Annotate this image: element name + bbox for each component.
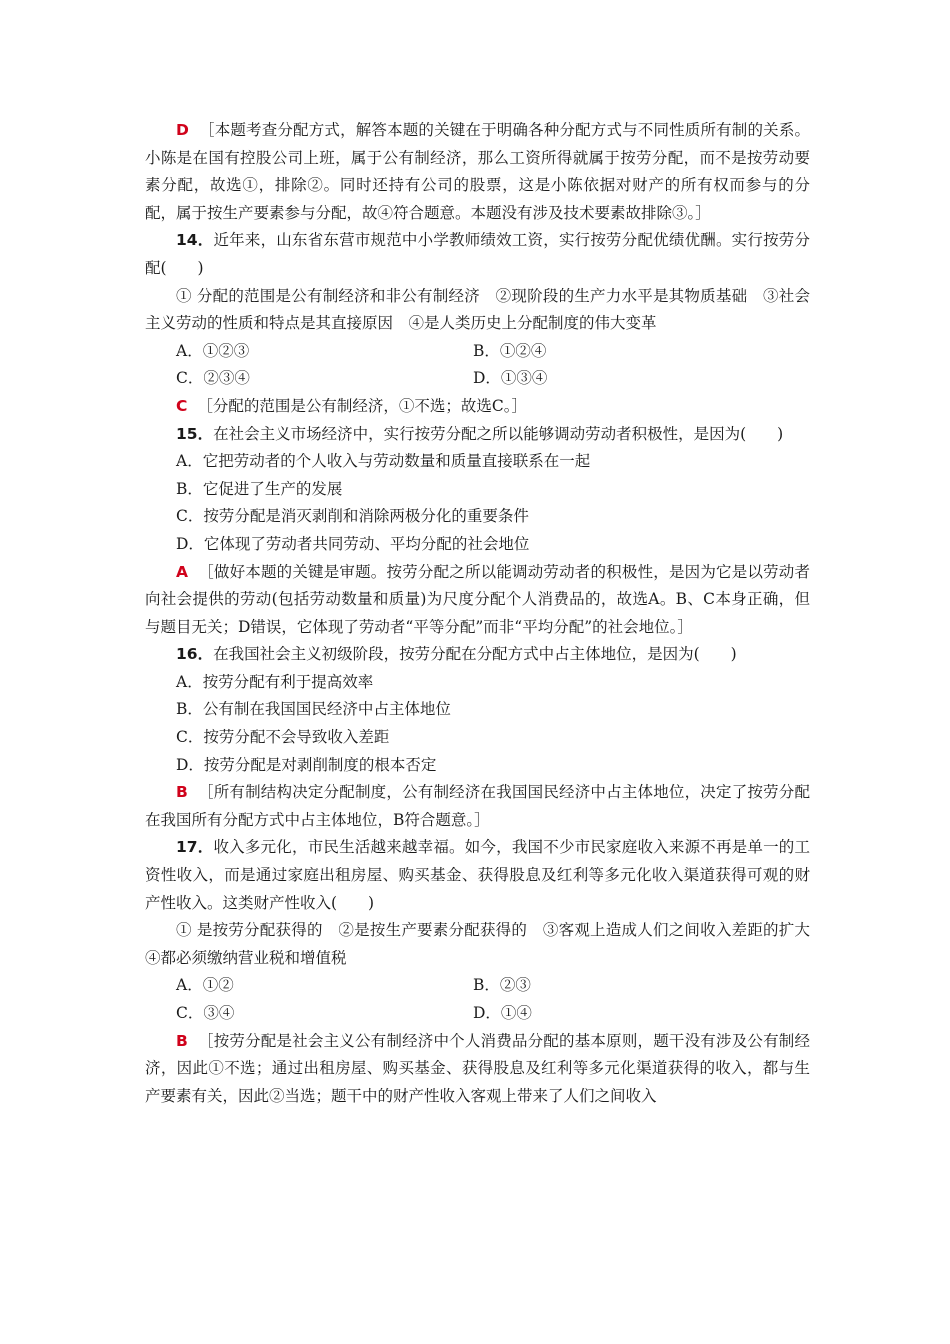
question-number: 15． (176, 424, 214, 443)
option-row (145, 338, 810, 366)
question-text: 近年来，山东省东营市规范中小学教师绩效工资，实行按劳分配优绩优酬。实行按劳分配( ) (145, 231, 810, 277)
answer-letter: D (176, 121, 189, 139)
answer-block (145, 1028, 810, 1111)
option-d: D．它体现了劳动者共同劳动、平均分配的社会地位 (176, 534, 530, 553)
question-14 (145, 227, 810, 282)
option-b: B．公有制在我国国民经济中占主体地位 (176, 700, 451, 719)
question-16 (145, 641, 810, 669)
option-c: C．按劳分配是消灭剥削和消除两极分化的重要条件 (176, 507, 529, 526)
option-row (145, 972, 810, 1000)
answer-explanation: ［做好本题的关键是审题。按劳分配之所以能调动劳动者的积极性，是因为它是以劳动者向社会提供的劳动(包括劳动数量和质量)为尺度分配个人消费品的，故选A。B、C本身正确，但与题目无关；D错误，它体现了劳动者“平等分配”而非“平均分配”的社会地位。］ (145, 562, 810, 636)
option-c: C．③④ (176, 1004, 235, 1022)
option-a: A．它把劳动者的个人收入与劳动数量和质量直接联系在一起 (176, 452, 591, 471)
question-number: 17． (176, 838, 214, 857)
answer-block (145, 779, 810, 834)
question-text: 收入多元化，市民生活越来越幸福。如今，我国不少市民家庭收入来源不再是单一的工资性收入，而是通过家庭出租房屋、购买基金、获得股息及红利等多元化收入渠道获得可观的财产性收入。这类财产性收入( ) (145, 838, 810, 912)
answer-explanation: ［所有制结构决定分配制度，公有制经济在我国国民经济中占主体地位，决定了按劳分配在我国所有分配方式中占主体地位，B符合题意。］ (145, 783, 810, 829)
question-text: 在社会主义市场经济中，实行按劳分配之所以能够调动劳动者积极性，是因为( ) (213, 424, 784, 443)
question-stem-items: ① 分配的范围是公有制经济和非公有制经济 ②现阶段的生产力水平是其物质基础 ③社会主义劳动的性质和特点是其直接原因 ④是人类历史上分配制度的伟大变革 (145, 286, 810, 333)
question-stem-items: ① 是按劳分配获得的 ②是按生产要素分配获得的 ③客观上造成人们之间收入差距的扩大 ④都必须缴纳营业税和增值税 (145, 921, 826, 967)
question-text: 在我国社会主义初级阶段，按劳分配在分配方式中占主体地位，是因为( ) (213, 645, 737, 664)
option-d: D．按劳分配是对剥削制度的根本否定 (176, 755, 437, 774)
answer-letter: C (176, 396, 188, 415)
question-number: 14． (176, 231, 214, 250)
option-a: A．①② (176, 976, 234, 995)
document-page (145, 117, 826, 1110)
option-b: B．②③ (473, 976, 531, 995)
option-b: B．①②④ (473, 341, 547, 360)
option-d: D．①③④ (473, 369, 548, 388)
answer-block (145, 393, 810, 421)
question-17 (145, 834, 810, 917)
answer-explanation: ［分配的范围是公有制经济，①不选；故选C。］ (197, 396, 528, 415)
option-row (145, 1000, 810, 1028)
answer-letter: B (176, 1031, 188, 1050)
option-a: A．按劳分配有利于提高效率 (176, 672, 374, 691)
answer-block (145, 117, 810, 227)
answer-explanation: ［按劳分配是社会主义公有制经济中个人消费品分配的基本原则，题干没有涉及公有制经济，因此①不选；通过出租房屋、购买基金、获得股息及红利等多元化渠道获得的收入，都与生产要素有关，因此②当选；题干中的财产性收入客观上带来了人们之间收入 (145, 1031, 810, 1105)
option-c: C．按劳分配不会导致收入差距 (176, 728, 390, 747)
answer-letter: B (176, 783, 188, 802)
option-c: C．②③④ (176, 369, 250, 388)
option-row (145, 365, 810, 393)
answer-explanation: ［本题考查分配方式，解答本题的关键在于明确各种分配方式与不同性质所有制的关系。小陈是在国有控股公司上班，属于公有制经济，那么工资所得就属于按劳分配，而不是按劳动要素分配，故选①，排除②。同时还持有公司的股票，这是小陈依据对财产的所有权而参与的分配，属于按生产要素参与分配，故④符合题意。本题没有涉及技术要素故排除③。］ (145, 121, 810, 222)
option-b: B．它促进了生产的发展 (176, 479, 343, 498)
answer-letter: A (176, 562, 188, 581)
question-15 (145, 421, 810, 449)
answer-block (145, 559, 810, 642)
option-a: A．①②③ (176, 341, 250, 360)
question-number: 16． (176, 645, 214, 664)
option-d: D．①④ (473, 1004, 532, 1022)
